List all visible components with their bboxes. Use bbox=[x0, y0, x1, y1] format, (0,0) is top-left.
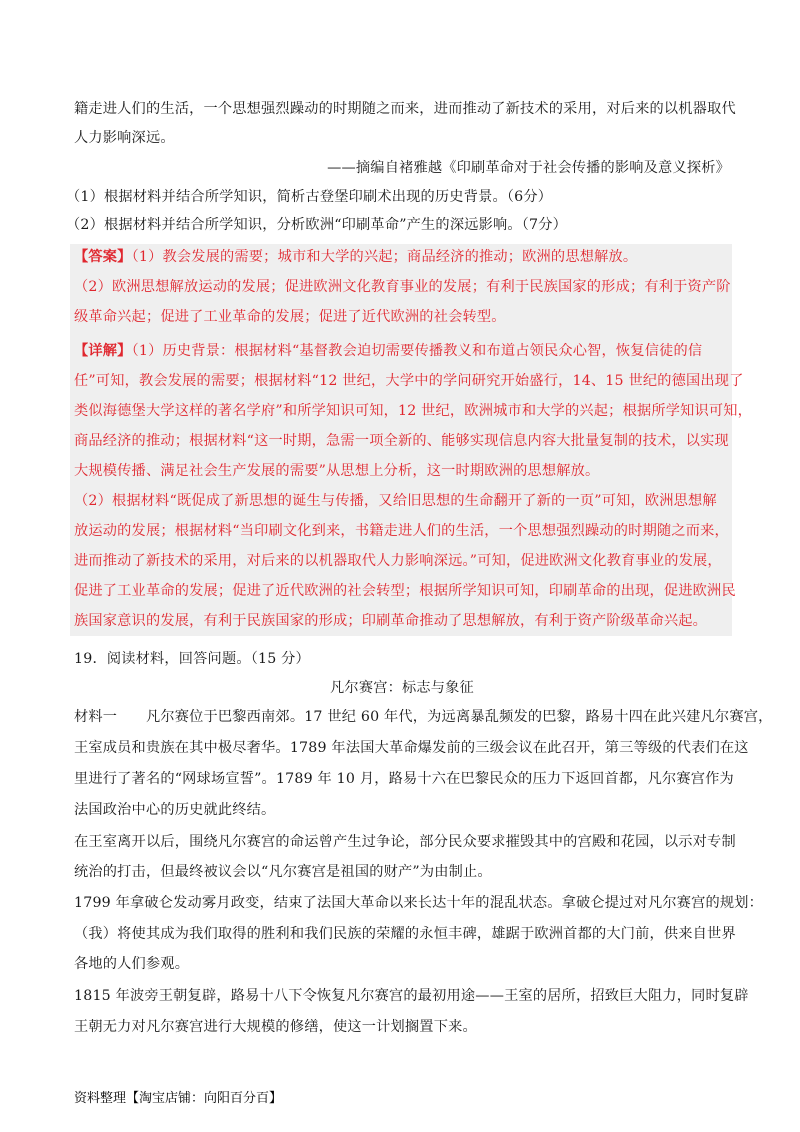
answer-tag: 【答案】 bbox=[74, 249, 132, 265]
footer-credit: 资料整理【淘宝店铺：向阳百分百】 bbox=[74, 1091, 283, 1106]
question-1: （1）根据材料并结合所学知识，简析古登堡印刷术出现的历史背景。（6分） bbox=[66, 189, 553, 205]
detail-line bbox=[74, 340, 730, 362]
answer-line: 级革命兴起；促进了工业革命的发展；促进了近代欧洲的社会转型。 bbox=[74, 309, 506, 325]
answer-line: （2）欧洲思想解放运动的发展；促进欧洲文化教育事业的发展；有利于民族国家的形成；有利于资产阶 bbox=[74, 279, 731, 295]
detail-line: 放运动的发展；根据材料“当印刷文化到来，书籍走进人们的生活，一个思想强烈躁动的时期随之而来， bbox=[74, 523, 729, 539]
material-line: 统治的打击，但最终被议会以“凡尔赛宫是祖国的财产”为由制止。 bbox=[74, 864, 492, 880]
detail-line: 族国家意识的发展，有利于民族国家的形成；印刷革命推动了思想解放，有利于资产阶级革命兴起。 bbox=[74, 613, 708, 629]
question-19-header: 19．阅读材料，回答问题。（15 分） bbox=[74, 651, 310, 667]
passage-line: 人力影响深远。 bbox=[74, 130, 175, 146]
detail-line: 促进了工业革命的发展；促进了近代欧洲的社会转型；根据所学知识可知，印刷革命的出现，促进欧洲民 bbox=[74, 583, 736, 599]
material-line: 各地的人们参观。 bbox=[74, 956, 190, 972]
answer-text: （1）教会发展的需要；城市和大学的兴起；商品经济的推动；欧洲的思想解放。 bbox=[131, 249, 638, 265]
detail-text: （1）历史背景：根据材料“基督教会迫切需要传播教义和布道占领民众心智，恢复信徒的信 bbox=[131, 343, 703, 359]
passage-line: 籍走进人们的生活，一个思想强烈躁动的时期随之而来，进而推动了新技术的采用，对后来的以机器取代 bbox=[74, 101, 736, 117]
detail-line: 类似海德堡大学这样的著名学府”和所学知识可知，12 世纪，欧洲城市和大学的兴起；根据所学知识可知， bbox=[74, 403, 753, 419]
passage-source: ——摘编自褚雅越《印刷革命对于社会传播的影响及意义探析》 bbox=[327, 160, 730, 176]
material-line: 1815 年波旁王朝复辟，路易十八下令恢复凡尔赛宫的最初用途——王室的居所，招致巨大阻力，同时复辟 bbox=[74, 988, 749, 1004]
material-line: 王朝无力对凡尔赛宫进行大规模的修缮，使这一计划搁置下来。 bbox=[74, 1019, 477, 1035]
detail-tag: 【详解】 bbox=[74, 343, 132, 359]
detail-line: 进而推动了新技术的采用，对后来的以机器取代人力影响深远。”可知，促进欧洲文化教育事业的发展， bbox=[74, 553, 722, 569]
detail-line: 大规模传播、满足社会生产发展的需要”从思想上分析，这一时期欧洲的思想解放。 bbox=[74, 463, 600, 479]
question-2: （2）根据材料并结合所学知识，分析欧洲“印刷革命”产生的深远影响。（7分） bbox=[66, 217, 568, 233]
detail-line: （2）根据材料“既促成了新思想的诞生与传播，又给旧思想的生命翻开了新的一页”可知，欧洲思想解 bbox=[74, 493, 717, 509]
answer-line bbox=[74, 246, 730, 268]
material-line: 法国政治中心的历史就此终结。 bbox=[74, 802, 276, 818]
material-title: 凡尔赛宫：标志与象征 bbox=[330, 680, 474, 696]
detail-line: 任”可知，教会发展的需要；根据材料“12 世纪，大学中的学问研究开始盛行，14、15 世纪的德国出现了 bbox=[74, 373, 744, 389]
material-line: （我）将使其成为我们取得的胜利和我们民族的荣耀的永恒丰碑，雄踞于欧洲首都的大门前，供来自世界 bbox=[74, 926, 736, 942]
material-line: 在王室离开以后，围绕凡尔赛宫的命运曾产生过争论，部分民众要求摧毁其中的宫殿和花园，以示对专制 bbox=[74, 834, 736, 850]
material-line: 里进行了著名的“网球场宣誓”。1789 年 10 月，路易十六在巴黎民众的压力下返回首都，凡尔赛宫作为 bbox=[74, 771, 734, 787]
material-line: 材料一 凡尔赛位于巴黎西南郊。17 世纪 60 年代，为远离暴乱频发的巴黎，路易十四在此兴建凡尔赛宫， bbox=[74, 709, 773, 725]
material-line: 1799 年拿破仑发动雾月政变，结束了法国大革命以来长达十年的混乱状态。拿破仑提过对凡尔赛宫的规划： bbox=[74, 895, 764, 911]
material-line: 王室成员和贵族在其中极尽奢华。1789 年法国大革命爆发前的三级会议在此召开，第三等级的代表们在这 bbox=[74, 740, 749, 756]
detail-line: 商品经济的推动；根据材料“这一时期，急需一项全新的、能够实现信息内容大批量复制的技术，以实现 bbox=[74, 433, 729, 449]
